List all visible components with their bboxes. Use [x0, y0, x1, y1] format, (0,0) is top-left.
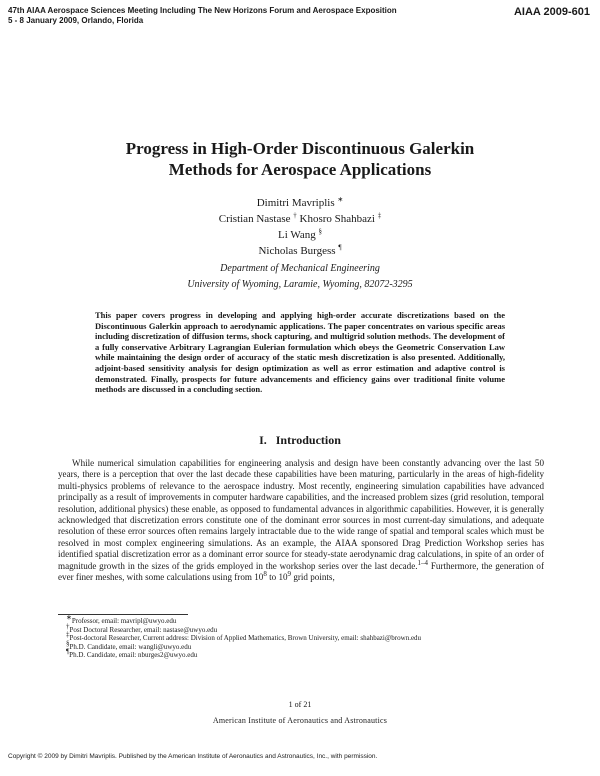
- author-line-4: [0, 244, 600, 258]
- footnote-text: Professor, email: mavripl@uwyo.edu: [71, 617, 177, 625]
- footnote-divider: [58, 614, 188, 615]
- body-text-part: to 10: [266, 572, 288, 583]
- conference-name: 47th AIAA Aerospace Sciences Meeting Including The New Horizons Forum and Aerospace Exposition: [8, 6, 397, 15]
- title-line-1: Progress in High-Order Discontinuous Galerkin: [125, 139, 475, 158]
- author-line-1: [0, 196, 600, 210]
- author-line-3: [0, 228, 600, 242]
- footnote-text: Ph.D. Candidate, email: wangli@uwyo.edu: [69, 642, 192, 651]
- author-name: Nicholas Burgess: [258, 245, 336, 257]
- introduction-paragraph: [58, 458, 544, 583]
- copyright-notice: Copyright © 2009 by Dimitri Mavriplis. Published by the American Institute of Aeronautics and Astronautics, Inc., with permission.: [8, 753, 378, 760]
- affiliation-department: Department of Mechanical Engineering: [220, 263, 380, 274]
- body-text-part: While numerical simulation capabilities for engineering analysis and design have been constantly advancing over the last 50 years, there is a perception that over the last decade these capabilities have been maturing, particularly in the areas of high-fidelity multi-physics problems of relevance to the aerospace industry. Most recently, engineering simulation capabilities have advanced principally as a result of improvements in computer hardware capabilities, and the increased problem sizes (grid resolution, temporal resolution, additional physics) these enable, as opposed to fundamental advances in algorithmic capabilities. However, it is generally acknowledged that discretization errors constitute one of the dominant error sources in most current-day simulations, and adequate resolution of these error sources often remains largely intractable due to the wide range of spatial and temporal scales which must be resolved in most complex engineering simulations. As an example, the AIAA sponsored Drag Prediction Workshop series has identified spatial discretization error as a dominant error source for steady-state aerodynamic drag calculations, in spite of an order of magnitude growth in the sizes of the grids employed in the workshop series over the last decade.: [58, 458, 544, 571]
- footnote-mark: ∗: [66, 613, 72, 622]
- author-name: Khosro Shahbazi: [299, 213, 375, 225]
- footnote-mark: ¶: [338, 243, 342, 252]
- footnote-text: Post-doctoral Researcher, Current address: Division of Applied Mathematics, Brown University, email: shahbazi@brown.edu: [69, 634, 422, 643]
- footnote: [58, 613, 544, 626]
- footnote-text: Ph.D. Candidate, email: nburges2@uwyo.edu: [69, 651, 198, 660]
- page-number: 1 of 21: [288, 700, 312, 709]
- exponent: 8: [263, 570, 267, 579]
- author-line-2: [0, 212, 600, 226]
- body-text-part: Furthermore, the generation of ever finer meshes, with some calculations using from 10: [58, 560, 544, 583]
- body-text-part: grid points,: [291, 572, 335, 583]
- author-name: Cristian Nastase: [218, 213, 291, 225]
- footnote-mark: ‡: [377, 211, 382, 220]
- footnote-mark: ¶: [66, 648, 70, 657]
- author-name: Dimitri Mavriplis: [256, 197, 335, 209]
- conference-header: [8, 6, 397, 26]
- exponent: 9: [287, 570, 292, 579]
- section-number: I.: [259, 433, 267, 447]
- section-title: Introduction: [275, 433, 341, 447]
- footnote-mark: §: [66, 639, 70, 648]
- publisher-line: American Institute of Aeronautics and Astronautics: [212, 716, 388, 725]
- footnotes: [58, 613, 544, 660]
- abstract: This paper covers progress in developing and applying high-order accurate discretizations based on the Discontinuous Galerkin approach to aerodynamic applications. The paper concentrates on various specific areas including discretization of diffusion terms, shock capturing, and multigrid solution methods. The development of a fully conservative Arbitrary Lagrangian Eulerian formulation which obeys the Geometric Conservation Law while maintaining the design order of accuracy of the static mesh discretization is also presented. Additionally, adjoint-based sensitivity analysis for design optimization as well as error estimation and adaptive control is demonstrated. Finally, prospects for future advancements and efficiency gains over traditional finite volume methods are discussed in a concluding section.: [95, 310, 505, 395]
- paper-title: [60, 138, 540, 180]
- title-line-2: Methods for Aerospace Applications: [168, 160, 432, 179]
- footnote-mark: ‡: [66, 630, 70, 639]
- footnote: [58, 648, 544, 660]
- footnote: [58, 630, 544, 643]
- footnote-mark: †: [293, 211, 297, 220]
- affiliation-university: University of Wyoming, Laramie, Wyoming, 82072-3295: [187, 279, 413, 290]
- citation-ref: 1–4: [417, 558, 429, 567]
- footnote-text: Post Doctoral Researcher, email: nastase@uwyo.edu: [69, 625, 218, 634]
- footnote-mark: †: [66, 622, 70, 631]
- section-heading: [0, 433, 600, 448]
- conference-dates: 5 - 8 January 2009, Orlando, Florida: [8, 16, 144, 25]
- footnote-mark: ∗: [337, 195, 344, 204]
- footnote-mark: §: [318, 227, 322, 236]
- author-name: Li Wang: [278, 229, 316, 241]
- paper-id: AIAA 2009-601: [513, 6, 590, 18]
- footnote: [58, 622, 544, 635]
